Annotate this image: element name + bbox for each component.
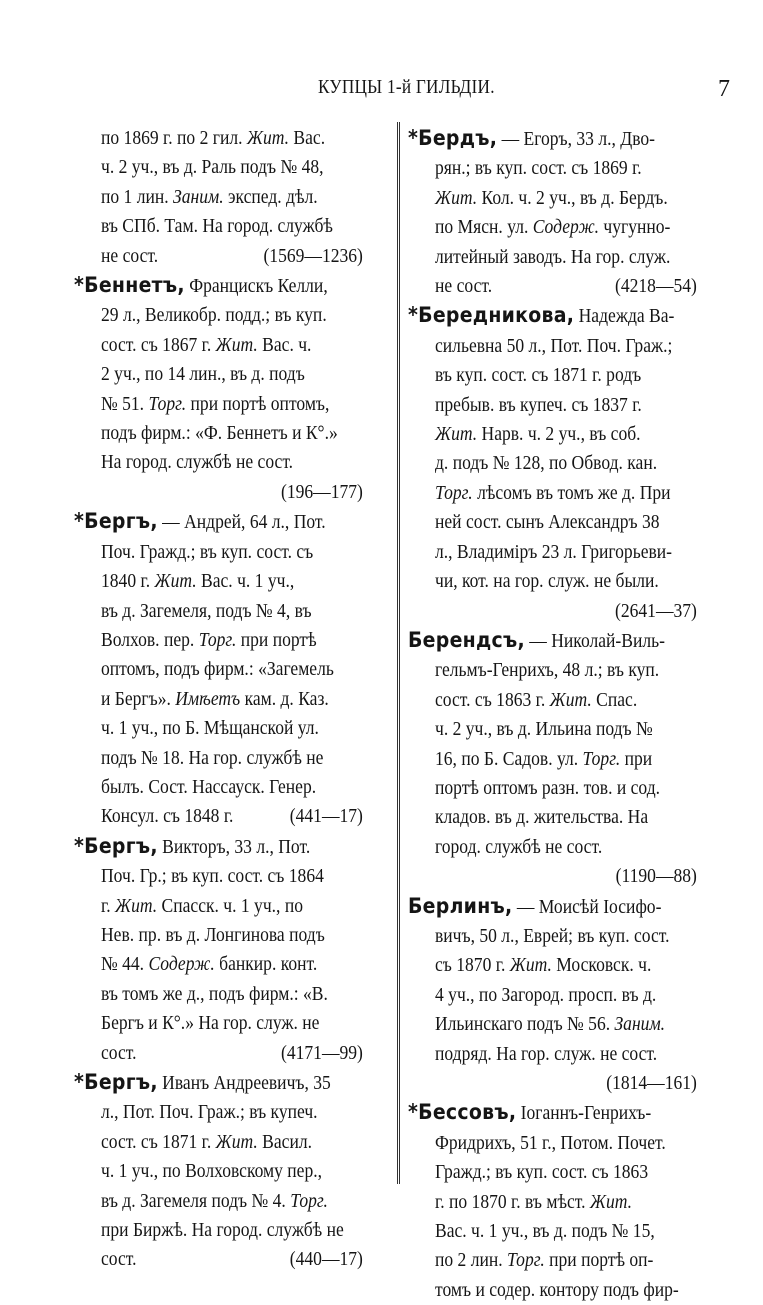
entry-name: Берендсъ, <box>408 627 525 652</box>
entry-name: *Бердъ, <box>408 126 498 150</box>
entry-name: *Бергъ, <box>74 509 158 534</box>
entry-berg-ivan: *Бергъ, Иванъ Андреевичъ, 35 л., Пот. Поч. Граж.; въ купеч. сост. съ 1871 г. Жит. Васил. ч. 1 уч., по Волховскому пер., въ д. Загемеля подъ № 4. Торг. при Биржѣ. На город. службѣ не сост. (440—17) <box>74 1068 394 1275</box>
entry-name: *Бергъ, <box>74 833 158 858</box>
entry-number: (4171—99) <box>281 1042 363 1064</box>
right-column <box>408 124 728 1305</box>
left-column <box>74 124 394 1275</box>
running-head: КУПЦЫ 1-й ГИЛЬДІИ. <box>318 76 495 98</box>
entry-berd: *Бердъ, — Егоръ, 33 л., Дво- рян.; въ куп. сост. съ 1869 г. Жит. Кол. ч. 2 уч., въ д. Бердъ. по Мясн. ул. Содерж. чугунно- литейный заводъ. На гор. служ. не сост. (4218—54) <box>408 124 728 301</box>
entry-name: Берлинъ, <box>408 893 513 918</box>
entry-bessov: *Бессовъ, Іоганнъ-Генрихъ- Фридрихъ, 51 г., Потом. Почет. Гражд.; въ куп. сост. съ 1863 г. по 1870 г. въ мѣст. Жит. Вас. ч. 1 уч., въ д. подъ № 15, по 2 лин. Торг. при портѣ оп- томъ и содер. контору подъ фир- <box>408 1100 679 1301</box>
entry-berends: Берендсъ, — Николай-Виль- гельмъ-Генрихъ, 48 л.; въ куп. сост. съ 1863 г. Жит. Спас. ч. 2 уч., въ д. Ильина подъ № 16, по Б. Садов. ул. Торг. при портѣ оптомъ разн. тов. и сод. кладов. въ д. жительства. На город. службѣ не сост. (1190—88) <box>408 626 728 892</box>
entry-bennet: *Беннетъ, Францискъ Келли, 29 л., Великобр. подд.; въ куп. сост. съ 1867 г. Жит. Вас. ч. 2 уч., по 14 лин., въ д. подъ № 51. Торг. при портѣ оптомъ, подъ фирм.: «Ф. Беннетъ и К°.» На город. службѣ не сост. (196—177) <box>74 271 394 507</box>
entry-name: *Бередникова, <box>408 303 575 328</box>
column-divider <box>397 122 400 1184</box>
page-header <box>0 76 763 106</box>
page-number: 7 <box>718 76 730 102</box>
entry-berlin: Берлинъ, — Моисѣй Іосифо- вичъ, 50 л., Еврей; въ куп. сост. съ 1870 г. Жит. Московск. ч. 4 уч., по Загород. просп. въ д. Ильинскаго подъ № 56. Заним. подряд. На гор. служ. не сост. (1814—161) <box>408 892 728 1099</box>
entry-number: (2641—37) <box>615 600 697 622</box>
entry-continuation: по 1869 г. по 2 гил. Жит. Вас. ч. 2 уч., въ д. Раль подъ № 48, по 1 лин. Заним. экспед. дѣл. въ СПб. Там. На город. службѣ не сост. (1569—1236) <box>74 124 394 271</box>
entry-name: *Беннетъ, <box>74 273 185 298</box>
entry-number: (1569—1236) <box>263 245 363 267</box>
entry-berednikova: *Бередникова, Надежда Ва- сильевна 50 л., Пот. Поч. Граж.; въ куп. сост. съ 1871 г. родъ пребыв. въ купеч. съ 1837 г. Жит. Нарв. ч. 2 уч., въ соб. д. подъ № 128, по Обвод. кан. Торг. лѣсомъ въ томъ же д. При ней сост. сынъ Александръ 38 л., Владиміръ 23 л. Григорьеви- чи, кот. на гор. служ. не были. (2641—37) <box>408 301 728 625</box>
entry-berg-andrey: *Бергъ, — Андрей, 64 л., Пот. Поч. Гражд.; въ куп. сост. съ 1840 г. Жит. Вас. ч. 1 уч., въ д. Загемеля, подъ № 4, въ Волхов. пер. Торг. при портѣ оптомъ, подъ фирм.: «Загемель и Бергъ». Имѣетъ кам. д. Каз. ч. 1 уч., по Б. Мѣщанской ул. подъ № 18. На гор. службѣ не былъ. Сост. Нассауск. Генер. Консул. съ 1848 г. (441—17) <box>74 507 394 831</box>
entry-number: (1814—161) <box>606 1073 697 1094</box>
entry-number: (1190—88) <box>615 866 697 888</box>
entry-name: *Бессовъ, <box>408 1100 517 1125</box>
entry-number: (440—17) <box>289 1249 363 1271</box>
entry-number: (4218—54) <box>615 276 697 298</box>
entry-berg-viktor: *Бергъ, Викторъ, 33 л., Пот. Поч. Гр.; въ куп. сост. съ 1864 г. Жит. Спасск. ч. 1 уч., по Нев. пр. въ д. Лонгинова подъ № 44. Содерж. банкир. конт. въ томъ же д., подъ фирм.: «В. Бергъ и К°.» На гор. служ. не сост. (4171—99) <box>74 832 394 1068</box>
entry-number: (196—177) <box>281 481 363 503</box>
entry-name: *Бергъ, <box>74 1070 158 1094</box>
entry-number: (441—17) <box>289 806 363 828</box>
